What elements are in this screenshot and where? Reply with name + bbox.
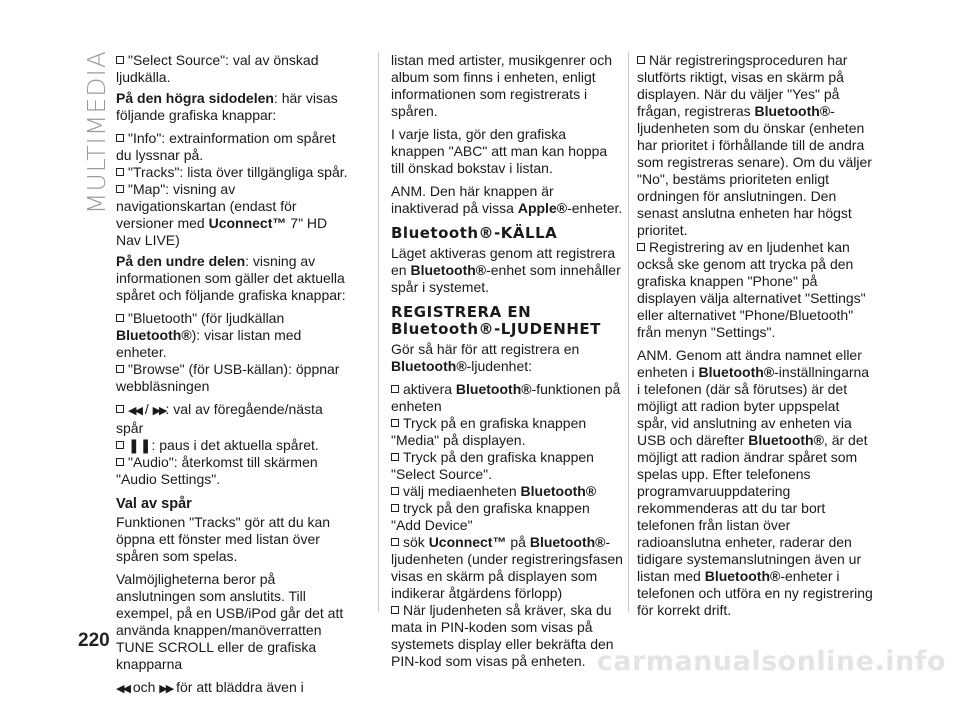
list-item: Tryck på den grafiska knappen "Select Source".	[391, 449, 594, 482]
bullet-square-icon	[391, 385, 399, 393]
paragraph: listan med artister, musikgenrer och album som finns i enheten, enligt informationen som registrerats i spåren.	[391, 52, 612, 119]
section-heading: Bluetooth®-KÄLLA	[391, 224, 558, 242]
list-item: "Select Source": val av önskad ljudkälla.	[116, 52, 319, 85]
pause-icon: ❚❚	[128, 437, 152, 453]
bullet-square-icon	[391, 504, 399, 512]
list-item: aktivera Bluetooth®-funktionen på enheten	[391, 381, 621, 414]
column-1	[116, 52, 348, 704]
list-item: sök Uconnect™ på Bluetooth®-ljudenheten (under registreringsfasen visas en skärm på displayen som indikerar åtgärdens förlopp)	[391, 534, 623, 601]
bullet-square-icon	[637, 243, 645, 251]
list-item: "Info": extrainformation om spåret du lyssnar på.	[116, 130, 336, 163]
subheading: På den högra sidodelen	[116, 90, 274, 106]
next-icon: ▶▶	[159, 683, 173, 695]
bullet-square-icon	[391, 487, 399, 495]
bullet-square-icon	[116, 185, 124, 193]
list-item: Registrering av en ljudenhet kan också ske genom att trycka på den grafiska knappen "Phone" på displayen välja alternativet "Settings" eller alternativet "Phone/Bluetooth" från menyn "Settings".	[637, 239, 866, 340]
section-label: MULTIMEDIA	[82, 50, 111, 215]
column-3	[637, 52, 873, 625]
next-icon: ▶▶	[152, 405, 166, 417]
list-item: "Browse" (för USB-källan): öppnar webbläsningen	[116, 361, 340, 394]
paragraph: Gör så här för att registrera en Bluetooth®-ljudenhet:	[391, 341, 580, 374]
list-item: "Map": visning av navigationskartan (endast för versioner med Uconnect™ 7" HD Nav LIVE)	[116, 181, 328, 248]
bullet-square-icon	[116, 168, 124, 176]
list-item: "Bluetooth" (för ljudkällan Bluetooth®): visar listan med enheter.	[116, 310, 302, 360]
subheading: På den undre delen	[116, 253, 246, 269]
section-heading: Val av spår	[116, 496, 192, 512]
list-item: "Tracks": lista över tillgängliga spår.	[116, 164, 348, 181]
bullet-square-icon	[116, 365, 124, 373]
previous-icon: ◀◀	[128, 405, 141, 417]
bullet-square-icon	[116, 314, 124, 322]
paragraph: Valmöjligheterna beror på anslutningen som anslutits. Till exempel, på en USB/iPod går det att använda knappen/manöverratten TUNE SCROLL eller de grafiska knapparna	[116, 571, 344, 672]
paragraph: I varje lista, gör den grafiska knappen "ABC" att man kan hoppa till önskad bokstav i listan.	[391, 126, 608, 176]
bullet-square-icon	[391, 606, 399, 614]
watermark: carmanualsonline.info	[596, 646, 946, 677]
page-number: 220	[78, 630, 110, 651]
list-item: tryck på den grafiska knappen "Add Device"	[391, 500, 590, 533]
bullet-square-icon	[116, 458, 124, 466]
bullet-square-icon	[391, 538, 399, 546]
bullet-square-icon	[391, 419, 399, 427]
column-2	[391, 52, 623, 670]
column-divider	[628, 52, 629, 612]
list-item: När registreringsproceduren har slutförts riktigt, visas en skärm på displayen. När du väljer "Yes" på frågan, registreras Bluetooth®-ljudenheten som du önskar (enheten har prioritet i förhållande till de andra som registreras senare). Om du väljer "No", bestäms prioriteten enligt ordningen för anslutningen. Den senast anslutna enheten har högst prioritet.	[637, 52, 872, 238]
paragraph: På den undre delen: visning av informationen som gäller det aktuella spåret och följande grafiska knappar:	[116, 253, 346, 303]
paragraph: ANM. Den här knappen är inaktiverad på vissa Apple®-enheter.	[391, 183, 623, 216]
list-item: välj mediaenheten Bluetooth®	[391, 483, 623, 500]
bullet-square-icon	[116, 441, 124, 449]
paragraph: ◀◀ och ▶▶ för att bläddra även i	[116, 679, 304, 695]
bullet-square-icon	[116, 134, 124, 142]
list-item: När ljudenheten så kräver, ska du mata in PIN-koden som visas på systemets display eller bekräfta den PIN-kod som visas på enheten.	[391, 602, 614, 669]
list-item: ◀◀ / ▶▶: val av föregående/nästa spår	[116, 401, 323, 436]
bullet-square-icon	[116, 405, 124, 413]
list-item: "Audio": återkomst till skärmen "Audio Settings".	[116, 454, 318, 487]
column-divider	[378, 52, 379, 612]
paragraph: ANM. Genom att ändra namnet eller enheten i Bluetooth®-inställningarna i telefonen (där så förutses) är det möjligt att radion byter uppspelat spår, vid anslutning av enheten via USB och därefter Bluetooth®, är det möjligt att radion ändrar spåret som spelas upp. Efter telefonens programvaruuppdatering rekommenderas att du tar bort telefonen från listan över radioanslutna enheter, raderar den tidigare systemanslutningen även ur listan med Bluetooth®-enheter i telefonen och utföra en ny registrering för korrekt drift.	[637, 347, 873, 618]
bullet-square-icon	[116, 56, 124, 64]
section-heading: REGISTRERA EN Bluetooth®-LJUDENHET	[391, 303, 601, 338]
paragraph: Funktionen "Tracks" gör att du kan öppna ett fönster med listan över spåren som spelas.	[116, 514, 331, 564]
paragraph: Läget aktiveras genom att registrera en Bluetooth®-enhet som innehåller spår i systemet.	[391, 245, 621, 295]
paragraph: På den högra sidodelen: här visas följande grafiska knappar:	[116, 90, 338, 123]
bullet-square-icon	[391, 453, 399, 461]
previous-icon: ◀◀	[116, 683, 129, 695]
list-item: Tryck på en grafiska knappen "Media" på displayen.	[391, 415, 587, 448]
list-item: ❚❚: paus i det aktuella spåret.	[116, 437, 348, 454]
bullet-square-icon	[637, 56, 645, 64]
